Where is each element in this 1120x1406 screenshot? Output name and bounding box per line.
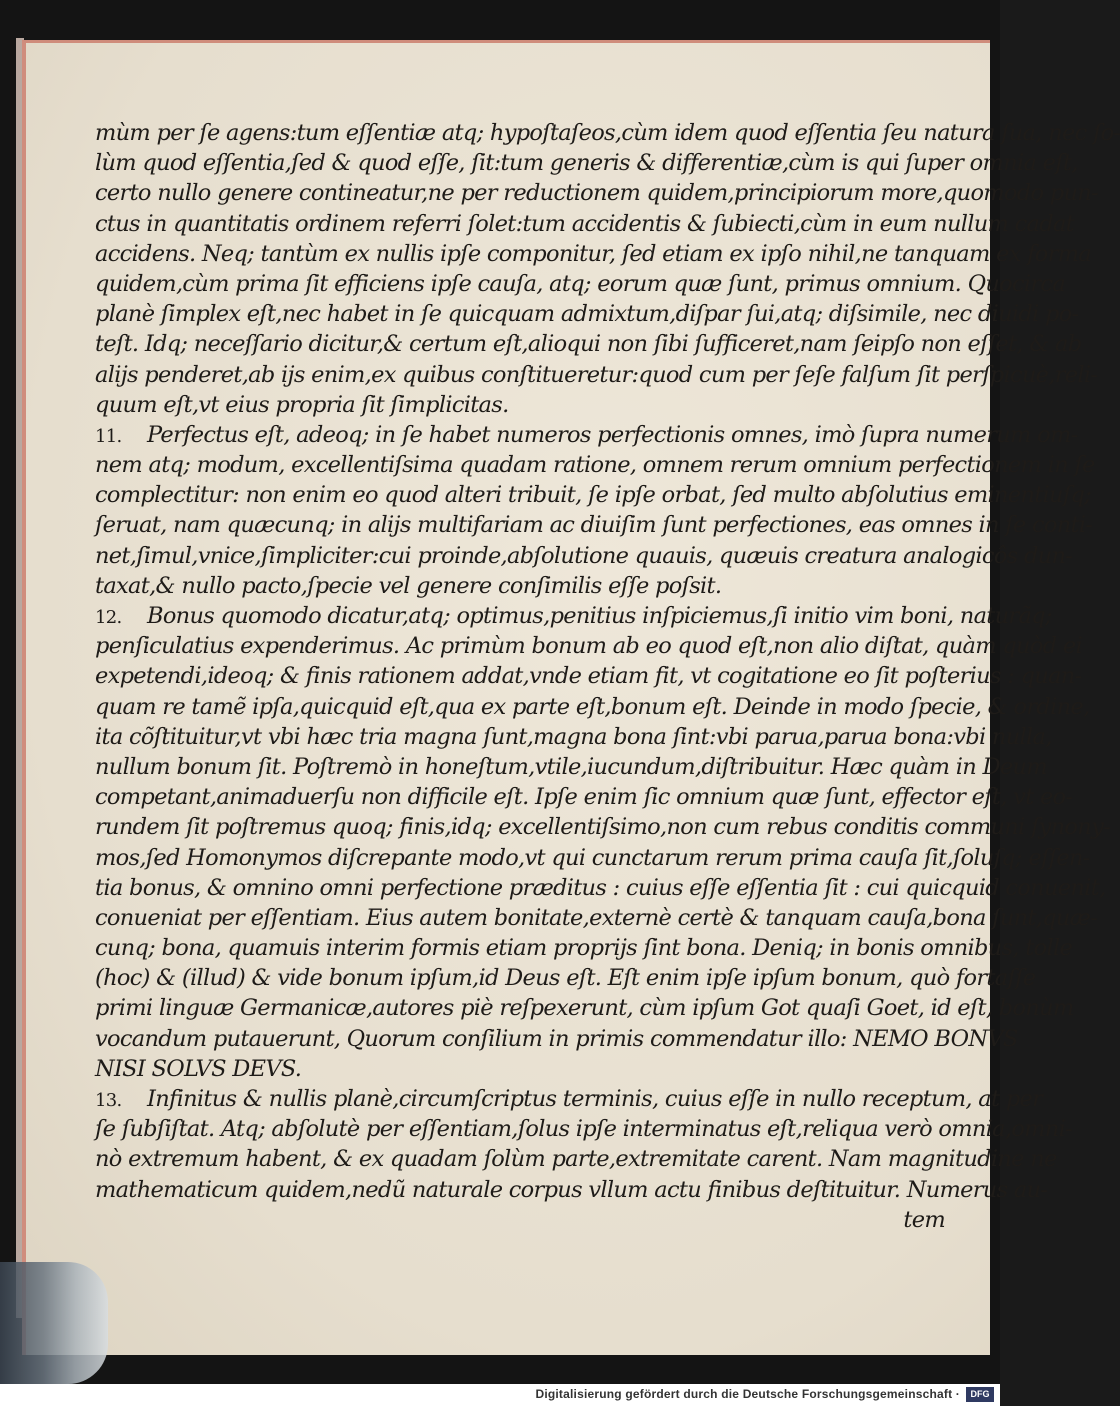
text-line xyxy=(95,420,1078,450)
text-line: penſiculatius expenderimus. Ac primùm bonum ab eo quod eſt,non alio diſtat, quàm quòd ei xyxy=(95,633,1082,660)
section-number: 11. xyxy=(95,425,122,447)
text-line: ſe ſubſiſtat. Atq; abſolutè per eſſentiam,ſolus ipſe interminatus eſt,reliqua verò omnia,omni- xyxy=(95,1116,1073,1143)
text-line: vocandum putauerunt, Quorum conſilium in primis commendatur illo: NEMO BONVS xyxy=(95,1025,1018,1052)
text-line: taxat,& nullo pacto,ſpecie vel genere conſimilis eſſe poſsit. xyxy=(95,572,722,599)
text-line: teſt. Idq; neceſſario dicitur,& certum eſt,alioqui non ſibi ſufficeret,nam ſeipſo non eſſet, & ab xyxy=(95,331,1082,358)
page-text xyxy=(95,118,1120,1235)
text-line xyxy=(95,1084,1043,1114)
text-line: primi linguæ Germanicæ,autores piè reſpexerunt, cùm ipſum Got quaſi Goet, id eſt, bonùm xyxy=(95,995,1074,1022)
text-line: tem xyxy=(903,1206,945,1233)
text-line: nem atq; modum, excellentiſsima quadam ratione, omnem rerum omnium perfectionem in ſe xyxy=(95,452,1095,479)
text-line: quidem,cùm prima ſit efficiens ipſe cauſa, atq; eorum quæ ſunt, primus omnium. Quocirca xyxy=(95,270,1066,297)
section-number: 12. xyxy=(95,607,122,628)
text-line: complectitur: non enim eo quod alteri tribuit, ſe ipſe orbat, ſed multo abſolutius eminentiuſq; xyxy=(95,482,1092,509)
text-line: alijs penderet,ab ijs enim,ex quibus conſtitueretur:quod cum per ſeſe falſum ſit perſpicuè,reli- xyxy=(95,361,1098,388)
text-line: tia bonus, & omnino omni perfectione præditus : cuius eſſe eſſentia ſit : cui quicquid conuenit, xyxy=(95,874,1106,901)
page-clip xyxy=(0,1262,108,1384)
text-line: cunq; bona, quamuis interim formis etiam proprijs ſint bona. Deniq; in bonis omnibus, tolle xyxy=(95,935,1073,962)
text-line: planè ſimplex eſt,nec habet in ſe quicquam admixtum,diſpar ſui,atq; diſsimile, nec diuidi po- xyxy=(95,301,1079,328)
text-line xyxy=(95,601,1052,631)
text-line: conueniat per eſſentiam. Eius autem bonitate,externè certè & tanquam cauſa,bona ſunt,quæ- xyxy=(95,904,1098,931)
text-line: ſeruat, nam quæcunq; in alijs multifariam ac diuiſim ſunt perfectiones, eas omnes in ſe conti- xyxy=(95,512,1093,539)
text-line: rundem ſit poſtremus quoq; finis,idq; excellentiſsimo,non cum rebus conditis communi ſynony- xyxy=(95,814,1110,841)
text-line: ctus in quantitatis ordinem referri ſolet:tum accidentis & ſubiecti,cùm in eum nullum cadat xyxy=(95,210,1075,237)
text-line: (hoc) & (illud) & vide bonum ipſum,id Deus eſt. Eſt enim ipſe ipſum bonum, quò fortaſſe xyxy=(95,965,1036,992)
text-line: lùm quod eſſentia,ſed & quod eſſe, ſit:tum generis & differentiæ,cùm is qui ſuper omnia eſt, xyxy=(95,150,1078,177)
section-number: 13. xyxy=(95,1090,122,1111)
text-line: nullum bonum ſit. Poſtremò in honeſtum,vtile,iucundum,diſtribuitur. Hæc quàm in Deum xyxy=(95,753,1047,780)
footer-bar xyxy=(0,1384,1000,1406)
line-text: Perfectus eſt, adeoq; in ſe habet numeros perfectionis omnes, imò ſupra numerum om- xyxy=(147,421,1078,448)
text-line: competant,animaduerſu non difficile eſt. Ipſe enim ſic omnium quæ ſunt, effector eſt, vt eo- xyxy=(95,784,1073,811)
text-line: mos,ſed Homonymos diſcrepante modo,vt qui cunctarum rerum prima cauſa ſit,ſoluſq; eſſen- xyxy=(95,844,1090,871)
text-line: nò extremum habent, & ex quadam ſolùm parte,extremitate carent. Nam magnitudine ne xyxy=(95,1146,1057,1173)
line-text: Infinitus & nullis planè,circumſcriptus terminis, cuius eſſe in nullo receptum, at per xyxy=(147,1086,1043,1112)
text-line: mathematicum quidem,nedũ naturale corpus vllum actu finibus deſtituitur. Numerus au- xyxy=(95,1176,1048,1203)
text-line: quum eſt,vt eius propria ſit ſimplicitas. xyxy=(95,391,509,418)
line-text: Bonus quomodo dicatur,atq; optimus,penitius inſpiciemus,ſi initio vim boni, naturãq; xyxy=(147,603,1052,629)
footer-credit: Digitalisierung gefördert durch die Deutsche Forschungsgemeinschaft · xyxy=(535,1387,960,1401)
text-line: NISI SOLVS DEVS. xyxy=(95,1055,302,1082)
text-line: mùm per ſe agens:tum eſſentiæ atq; hypoſtaſeos,cùm idem quod eſſentia ſeu natura ſua, nec ſo- xyxy=(95,120,1120,146)
text-line: ita cõſtituitur,vt vbi hæc tria magna ſunt,magna bona ſint:vbi parua,parua bona:vbi nulla, xyxy=(95,723,1052,750)
text-line: net,ſimul,vnice,ſimpliciter:cui proinde,abſolutione quauis, quæuis creatura analogicôs dun- xyxy=(95,542,1073,569)
dfg-logo-icon: DFG xyxy=(966,1387,994,1402)
text-line: expetendi,ideoq; & finis rationem addat,vnde etiam fit, vt cogitatione eo ſit poſterius : quan- xyxy=(95,663,1082,690)
text-line: certo nullo genere contineatur,ne per reductionem quidem,principiorum more,quomodo pun- xyxy=(95,180,1098,207)
text-line: accidens. Neq; tantùm ex nullis ipſe componitur, ſed etiam ex ipſo nihil,ne tanquam ex forma xyxy=(95,240,1092,267)
text-line: quam re tamẽ ipſa,quicquid eſt,qua ex parte eſt,bonum eſt. Deinde in modo ſpecie, & ordine, xyxy=(95,693,1090,720)
